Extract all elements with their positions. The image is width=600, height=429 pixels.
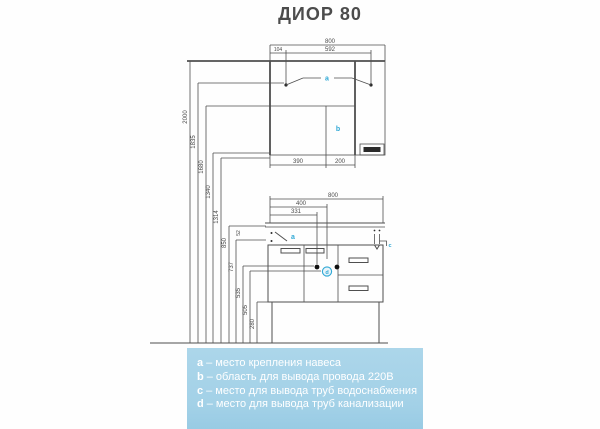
height-label-1680: 1680 <box>199 160 205 174</box>
dim-label-52: 52 <box>236 230 242 236</box>
height-label-1835: 1835 <box>191 135 197 149</box>
legend-key: a <box>197 357 204 369</box>
legend-item-c <box>197 385 417 399</box>
dim-label-200: 200 <box>334 159 346 165</box>
legend-text: – место для вывода труб водоснабжения <box>206 384 418 397</box>
legend-text: – место для вывода труб канализации <box>206 398 404 411</box>
legend-text: – область для вывода провода 220В <box>206 370 394 383</box>
height-label-2000: 2000 <box>183 110 189 124</box>
dim-label-400: 400 <box>295 201 307 207</box>
light-fixture <box>360 144 384 155</box>
height-label-535: 535 <box>236 287 242 299</box>
dim-label-390: 390 <box>292 159 304 165</box>
legend-text: – место крепления навеса <box>206 357 341 369</box>
dim-label-offset: 104 <box>273 47 283 53</box>
drawer-handle <box>349 286 368 291</box>
label-b: b <box>335 126 341 133</box>
legend-key: d <box>197 398 204 411</box>
legend-item-d <box>197 398 417 412</box>
dim-label-span: 592 <box>324 47 336 53</box>
label-a-bottom: a <box>291 234 295 241</box>
height-label-280: 280 <box>250 318 256 330</box>
mirror-cabinet-view <box>187 39 385 168</box>
dim-label-331: 331 <box>290 209 302 215</box>
drawer-handle <box>349 258 368 263</box>
door-handle <box>281 249 300 254</box>
height-label-505: 505 <box>243 304 249 316</box>
vanity-unit-view <box>265 193 392 343</box>
legend-item-a <box>197 357 417 371</box>
height-label-1314: 1314 <box>214 210 220 224</box>
page-title: ДИОР 80 <box>278 4 362 24</box>
drain-marker-d <box>315 265 340 277</box>
legend-key: c <box>197 384 204 397</box>
door-handle <box>306 249 324 254</box>
dim-label-bottom-800: 800 <box>327 193 339 199</box>
height-label-1340: 1340 <box>206 185 212 199</box>
legend <box>187 348 423 429</box>
mount-points-marker-a <box>284 76 372 87</box>
dim-label-total-width: 800 <box>324 39 336 45</box>
legend-key: b <box>197 370 204 383</box>
label-a-top: a <box>325 75 329 83</box>
label-d: d <box>325 270 329 276</box>
height-label-737: 737 <box>229 261 235 273</box>
label-c: c <box>388 243 392 249</box>
legend-item-b <box>197 371 417 385</box>
height-label-850: 850 <box>222 237 228 249</box>
mount-bracket-marker-a <box>271 232 296 242</box>
